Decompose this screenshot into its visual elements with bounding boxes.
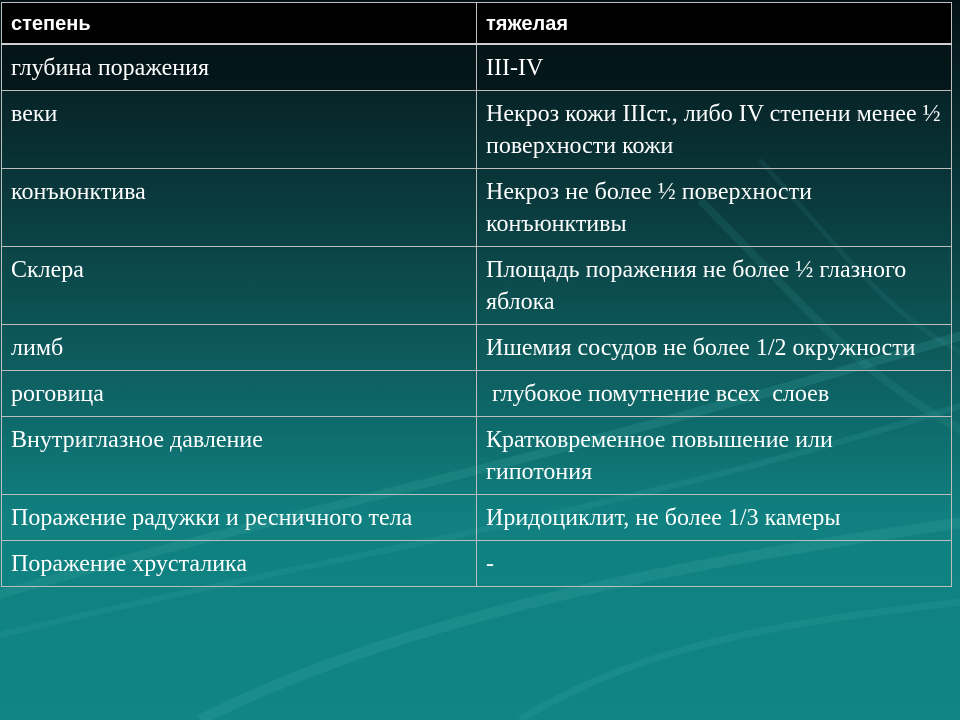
row-value: Кратковременное повышение или гипотония: [477, 417, 952, 495]
table-row: [2, 91, 952, 169]
row-label: веки: [2, 91, 477, 169]
table-header-row: [2, 3, 952, 45]
row-value: Ишемия сосудов не более 1/2 окружности: [477, 325, 952, 371]
row-label: Склера: [2, 247, 477, 325]
header-cell-severe: тяжелая: [477, 3, 952, 45]
table-row: [2, 325, 952, 371]
table-row: [2, 541, 952, 587]
row-label: Поражение хрусталика: [2, 541, 477, 587]
row-value: Площадь поражения не более ½ глазного яблока: [477, 247, 952, 325]
header-cell-degree: степень: [2, 3, 477, 45]
row-value: III-IV: [477, 44, 952, 91]
burn-severity-table: [1, 2, 952, 587]
row-value: глубокое помутнение всех слоев: [477, 371, 952, 417]
table-row: [2, 417, 952, 495]
table-row: [2, 169, 952, 247]
row-label: лимб: [2, 325, 477, 371]
row-label: конъюнктива: [2, 169, 477, 247]
table-row: [2, 44, 952, 91]
row-label: роговица: [2, 371, 477, 417]
row-value: Иридоциклит, не более 1/3 камеры: [477, 495, 952, 541]
table-row: [2, 247, 952, 325]
row-value: -: [477, 541, 952, 587]
row-label: Внутриглазное давление: [2, 417, 477, 495]
table-row: [2, 371, 952, 417]
row-value: Некроз не более ½ поверхности конъюнктивы: [477, 169, 952, 247]
table-row: [2, 495, 952, 541]
row-value: Некроз кожи IIIст., либо IV степени менее ½ поверхности кожи: [477, 91, 952, 169]
row-label: глубина поражения: [2, 44, 477, 91]
row-label: Поражение радужки и ресничного тела: [2, 495, 477, 541]
